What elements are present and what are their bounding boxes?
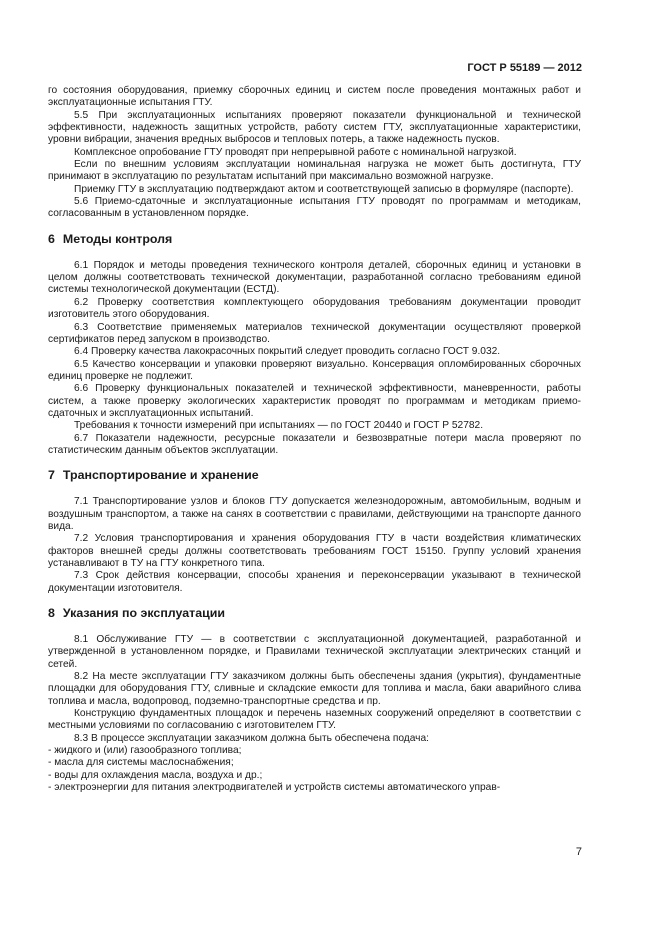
section-number: 8 (48, 606, 55, 621)
section-paragraph: Конструкцию фундаментных площадок и перечень наземных сооружений определяют в соответствии с местными условиями по согласованию с изготовителем ГТУ. (48, 708, 581, 732)
section-title: Методы контроля (62, 231, 173, 246)
section-paragraph: 8.2 На месте эксплуатации ГТУ заказчиком должны быть обеспечены здания (укрытия), фундаментные площадки для оборудования ГТУ, сливные и складские емкости для топлива и масла, баки аварийного слива топлива и масла, водопровод, подземно-транспортные средства и пр. (48, 671, 581, 707)
section-paragraph: 6.5 Качество консервации и упаковки проверяют визуально. Консервация опломбированных сборочных единиц проверке не подлежит. (48, 358, 581, 382)
list-item: - электроэнергии для питания электродвигателей и устройств системы автоматического управ- (48, 782, 501, 794)
section-paragraph: 8.3 В процессе эксплуатации заказчиком должна быть обеспечена подача: (74, 732, 429, 744)
section-paragraph: Требования к точности измерений при испытаниях — по ГОСТ 20440 и ГОСТ Р 52782. (74, 420, 484, 432)
section-paragraph: 6.3 Соответствие применяемых материалов технической документации осуществляют проверкой сертификатов перед запуском в производство. (48, 321, 581, 345)
section-heading-8 (48, 606, 581, 621)
section-paragraph: 6.1 Порядок и методы проведения технического контроля деталей, сборочных единиц и установки в целом должны соответствовать технической документации, разработанной согласно требованиям единой системы технологической документации (ЕСТД). (48, 259, 581, 296)
section-number: 6 (48, 231, 55, 246)
list-item: - масла для системы маслоснабжения; (48, 757, 234, 769)
page-content (48, 85, 581, 795)
section-title: Указания по эксплуатации (62, 606, 225, 621)
intro-paragraph: Комплексное опробование ГТУ проводят при непрерывной работе с номинальной нагрузкой. (74, 146, 517, 158)
intro-paragraph: 5.5 При эксплуатационных испытаниях проверяют показатели функциональной и технической эффективности, надежность защитных устройств, работу систем ГТУ, эксплуатационные характеристики, уровни вибрации, значения вредных выбросов и тепловых потерь, а также надежность пусков. (48, 109, 581, 146)
section-paragraph: 6.7 Показатели надежности, ресурсные показатели и безвозвратные потери масла проверяют по статистическим данным объектов эксплуатации. (48, 432, 581, 456)
section-paragraph: 7.1 Транспортирование узлов и блоков ГТУ допускается железнодорожным, автомобильным, водным и воздушным транспортом, а также на санях в соответствии с правилами, действующими на транспорте данного вида. (48, 496, 581, 532)
document-header: ГОСТ Р 55189 — 2012 (467, 62, 582, 74)
page-number: 7 (575, 846, 582, 858)
section-paragraph: 6.2 Проверку соответствия комплектующего оборудования требованиям документации проводит изготовитель этого оборудования. (48, 296, 581, 321)
intro-paragraph: 5.6 Приемо-сдаточные и эксплуатационные испытания ГТУ проводят по программам и методикам, согласованным в установленном порядке. (48, 196, 581, 220)
section-heading-7 (48, 468, 581, 483)
section-title: Транспортирование и хранение (62, 468, 259, 483)
list-item: - воды для охлаждения масла, воздуха и др.; (48, 769, 263, 781)
section-paragraph: 6.4 Проверку качества лакокрасочных покрытий следует проводить согласно ГОСТ 9.032. (74, 346, 501, 358)
section-heading-6 (48, 232, 581, 247)
intro-paragraph: го состояния оборудования, приемку сборочных единиц и систем после проведения монтажных работ и эксплуатационные испытания ГТУ. (48, 85, 581, 109)
section-paragraph: 6.6 Проверку функциональных показателей и технической эффективности, маневренности, работы систем, а также проверку экологических характеристик проводят по программам и методикам приемо-сдаточных и эксплуатационных испытаний. (48, 383, 581, 419)
section-paragraph: 7.2 Условия транспортирования и хранения оборудования ГТУ в части воздействия климатических факторов внешней среды должны соответствовать требованиям ГОСТ 15150. Группу условий хранения устанавливают в ТУ на ГТУ конкретного типа. (48, 533, 581, 569)
section-paragraph: 8.1 Обслуживание ГТУ — в соответствии с эксплуатационной документацией, разработанной и утвержденной в установленном порядке, и Правилами технической эксплуатации электрических станций и сетей. (48, 634, 581, 670)
section-paragraph: 7.3 Срок действия консервации, способы хранения и переконсервации указывают в технической документации изготовителя. (48, 570, 581, 594)
list-item: - жидкого и (или) газообразного топлива; (48, 745, 242, 757)
section-number: 7 (48, 468, 55, 483)
intro-paragraph: Если по внешним условиям эксплуатации номинальная нагрузка не может быть достигнута, ГТУ принимают в эксплуатацию по результатам испытаний при максимально возможной нагрузке. (48, 159, 581, 183)
intro-paragraph: Приемку ГТУ в эксплуатацию подтверждают актом и соответствующей записью в формуляре (паспорте). (74, 183, 574, 195)
